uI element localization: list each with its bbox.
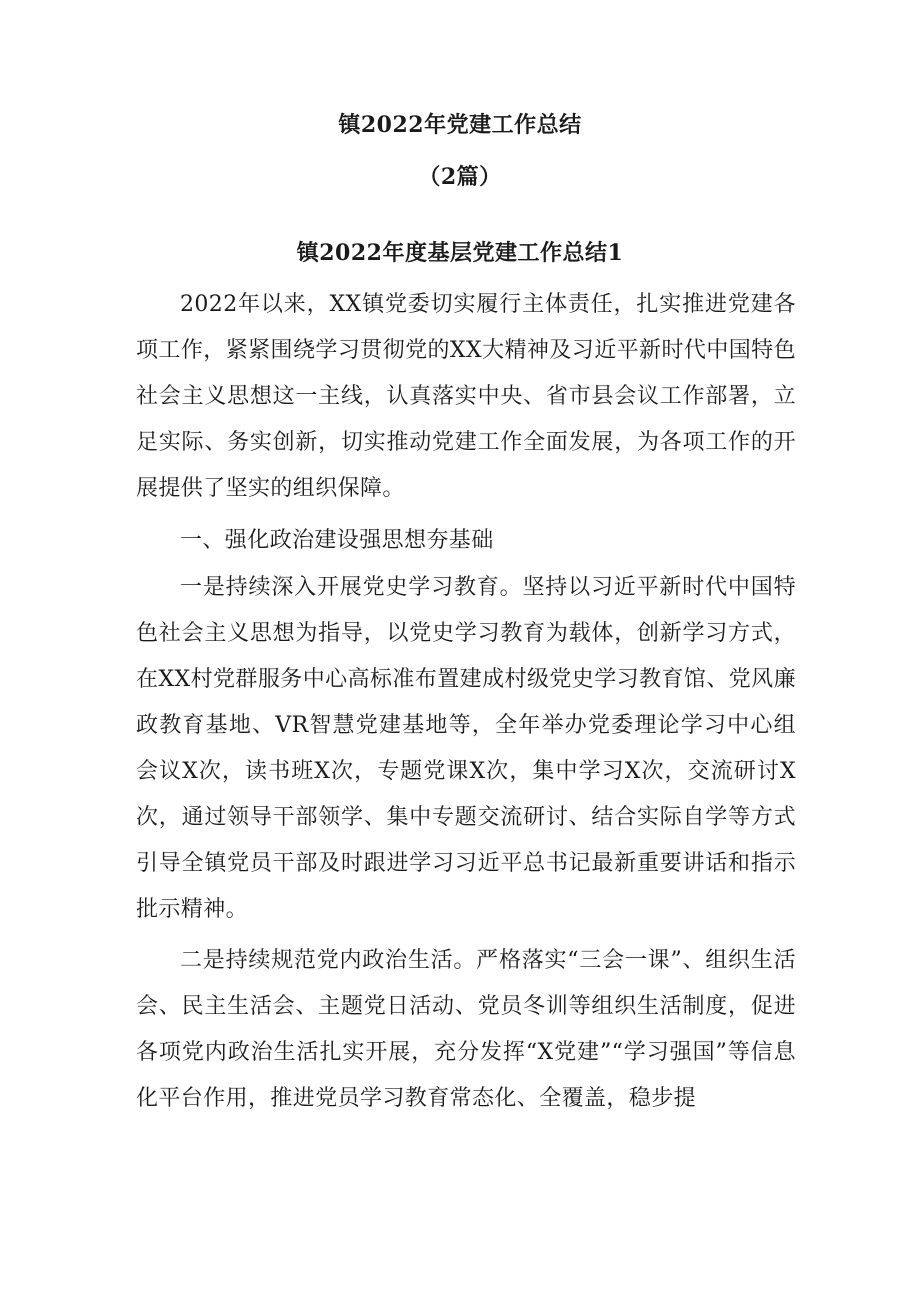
section-title: 镇2022年度基层党建工作总结1	[296, 240, 624, 266]
paragraph-political-life: 二是持续规范党内政治生活。严格落实“三会一课”、组织生活会、民主生活会、主题党日活动、党员冬训等组织生活制度，促进各项党内政治生活扎实开展，充分发挥“X党建”“学习强国”等信息化平台作用，推进党员学习教育常态化、全覆盖，稳步提	[136, 948, 796, 1111]
paragraph-study-education: 一是持续深入开展党史学习教育。坚持以习近平新时代中国特色社会主义思想为指导，以党史学习教育为载体，创新学习方式，在XX村党群服务中心高标准布置建成村级党史学习教育馆、党风廉政教育基地、VR智慧党建基地等，全年举办党委理论学习中心组会议X次，读书班X次，专题党课X次，集中学习X次，交流研讨X次，通过领导干部领学、集中专题交流研讨、结合实际自学等方式引导全镇党员干部及时跟进学习习近平总书记最新重要讲话和指示批示精神。	[136, 575, 796, 922]
document-title: 镇2022年党建工作总结	[338, 112, 582, 138]
heading-section-one: 一、强化政治建设强思想夯基础	[180, 528, 494, 553]
document-subtitle: （2篇）	[418, 164, 502, 190]
paragraph-intro: 2022年以来，XX镇党委切实履行主体责任，扎实推进党建各项工作，紧紧围绕学习贯彻党的XX大精神及习近平新时代中国特色社会主义思想这一主线，认真落实中央、省市县会议工作部署，立足实际、务实创新，切实推动党建工作全面发展，为各项工作的开展提供了坚实的组织保障。	[136, 292, 796, 501]
